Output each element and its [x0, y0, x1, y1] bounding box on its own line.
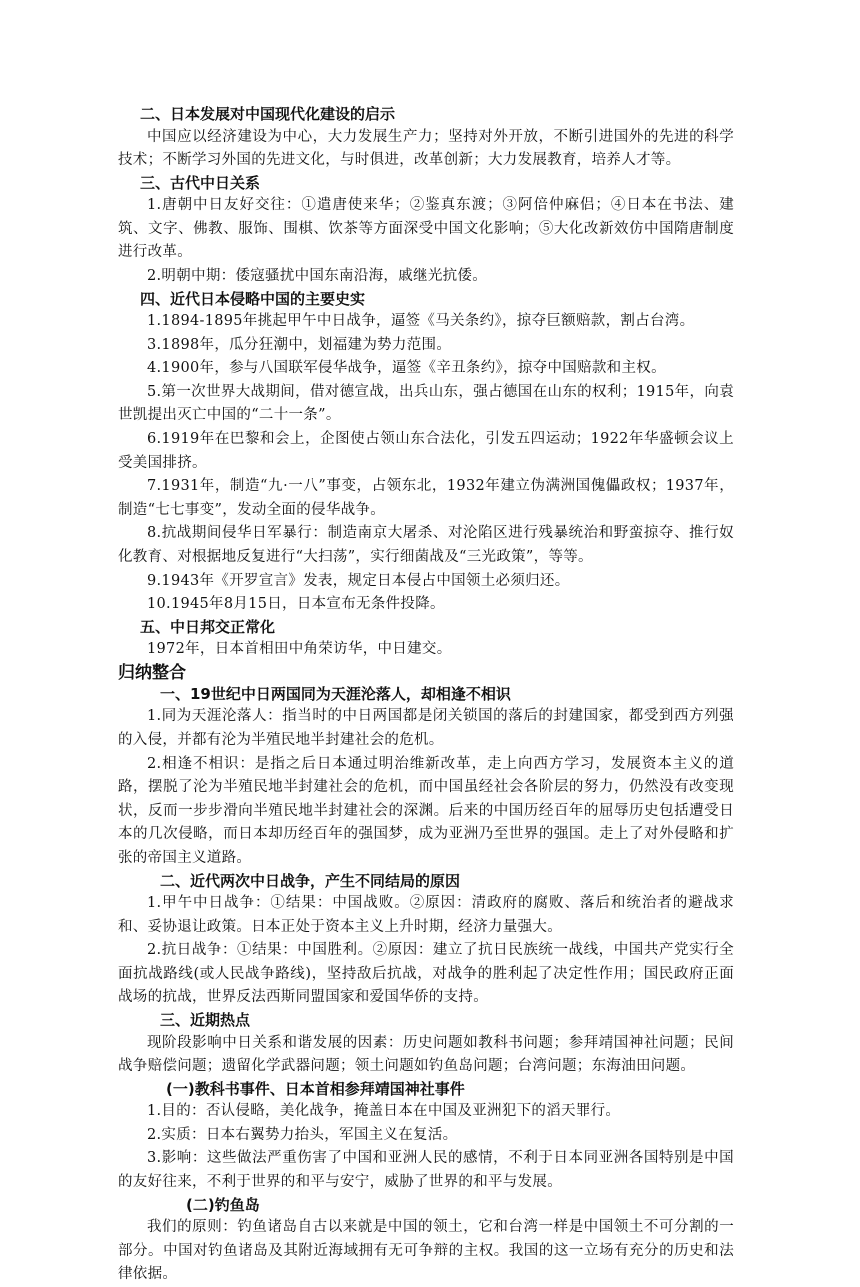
paragraph: 1.1894-1895年挑起甲午中日战争，逼签《马关条约》，掠夺巨额赔款，割占台湾。: [147, 313, 695, 330]
paragraph: 我们的原则：钓鱼诸岛自古以来就是中国的领土，它和台湾一样是中国领土不可分割的一部分。中国对钓鱼诸岛及其附近海域拥有无可争辩的主权。我国的这一立场有充分的历史和法律依据。: [118, 1219, 734, 1283]
paragraph: 9.1943年《开罗宣言》发表，规定日本侵占中国领土必须归还。: [147, 572, 570, 589]
paragraph: 1.同为天涯沦落人：指当时的中日两国都是闭关锁国的落后的封建国家，都受到西方列强的入侵，并都有沦为半殖民地半封建社会的危机。: [118, 708, 734, 748]
paragraph: 中国应以经济建设为中心，大力发展生产力；坚持对外开放，不断引进国外的先进的科学技术；不断学习外国的先进文化，与时俱进，改革创新；大力发展教育，培养人才等。: [118, 128, 734, 169]
paragraph: 10.1945年8月15日，日本宣布无条件投降。: [147, 596, 445, 613]
summary-heading: 归纳整合: [118, 662, 186, 683]
paragraph: 2.实质：日本右翼势力抬头，军国主义在复活。: [147, 1126, 458, 1143]
document-content: [118, 104, 734, 1287]
paragraph: 1.甲午中日战争：①结果：中国战败。②原因：清政府的腐败、落后和统治者的避战求和、妥协退让政策。日本正处于资本主义上升时期，经济力量强大。: [118, 895, 734, 935]
paragraph: 8.抗战期间侵华日军暴行：制造南京大屠杀、对沦陷区进行残暴统治和野蛮掠夺、推行奴化教育、对根据地反复进行“大扫荡”，实行细菌战及“三光政策”，等等。: [118, 525, 734, 565]
section-heading: 三、近期热点: [160, 1011, 251, 1029]
paragraph: 3.影响：这些做法严重伤害了中国和亚洲人民的感情，不利于日本同亚洲各国特别是中国的友好往来，不利于世界的和平与安宁，威胁了世界的和平与发展。: [118, 1150, 734, 1190]
subsection-heading: (一)教科书事件、日本首相参拜靖国神社事件: [166, 1079, 465, 1098]
section-heading: 四、近代日本侵略中国的主要史实: [140, 289, 366, 308]
section-heading: 三、古代中日关系: [140, 173, 261, 192]
paragraph: 4.1900年，参与八国联军侵华战争，逼签《辛丑条约》，掠夺中国赔款和主权。: [147, 360, 666, 377]
paragraph: 1.目的：否认侵略，美化战争，掩盖日本在中国及亚洲犯下的滔天罪行。: [147, 1103, 621, 1120]
paragraph: 6.1919年在巴黎和会上，企图使占领山东合法化，引发五四运动；1922年华盛顿会议上受美国排挤。: [118, 431, 734, 471]
subsection-heading: (二)钓鱼岛: [186, 1195, 260, 1214]
paragraph: 2.相逢不相识：是指之后日本通过明治维新改革，走上向西方学习，发展资本主义的道路，摆脱了沦为半殖民地半封建社会的危机，而中国虽经社会各阶层的努力，仍然没有改变现状，反而一步步滑向半殖民地半封建社会的深渊。后来的中国历经百年的屈辱历史包括遭受日本的几次侵略，而日本却历经百年的强国梦，成为亚洲乃至世界的强国。走上了对外侵略和扩张的帝国主义道路。: [118, 755, 734, 866]
paragraph: 2.抗日战争：①结果：中国胜利。②原因：建立了抗日民族统一战线，中国共产党实行全面抗战路线(或人民战争路线)，坚持敌后抗战，对战争的胜利起了决定性作用；国民政府正面战场的抗战，世界反法西斯同盟国家和爱国华侨的支持。: [118, 942, 734, 1006]
paragraph: 1972年，日本首相田中角荣访华，中日建交。: [147, 641, 452, 658]
section-heading: 五、中日邦交正常化: [140, 617, 276, 636]
paragraph: 5.第一次世界大战期间，借对德宣战，出兵山东，强占德国在山东的权利；1915年，向袁世凯提出灭亡中国的“二十一条”。: [118, 383, 734, 424]
paragraph: 7.1931年，制造“九·一八”事变，占领东北，1932年建立伪满洲国傀儡政权；1937年，制造“七七事变”，发动全面的侵华战争。: [118, 478, 734, 518]
section-heading: 一、19世纪中日两国同为天涯沦落人，却相逢不相识: [160, 684, 511, 703]
paragraph: 1.唐朝中日友好交往：①遣唐使来华；②鉴真东渡；③阿倍仲麻侣；④日本在书法、建筑、文字、佛教、服饰、围棋、饮茶等方面深受中国文化影响；⑤大化改新效仿中国隋唐制度进行改革。: [118, 197, 734, 261]
paragraph: 现阶段影响中日关系和谐发展的因素：历史问题如教科书问题；参拜靖国神社问题；民间战争赔偿问题；遗留化学武器问题；领土问题如钓鱼岛问题；台湾问题；东海油田问题。: [118, 1034, 734, 1075]
section-heading: 二、近代两次中日战争，产生不同结局的原因: [160, 871, 461, 890]
paragraph: 3.1898年，瓜分狂潮中，划福建为势力范围。: [147, 336, 452, 353]
section-heading: 二、日本发展对中国现代化建设的启示: [140, 105, 396, 123]
paragraph: 2.明朝中期：倭寇骚扰中国东南沿海，戚继光抗倭。: [147, 267, 488, 284]
